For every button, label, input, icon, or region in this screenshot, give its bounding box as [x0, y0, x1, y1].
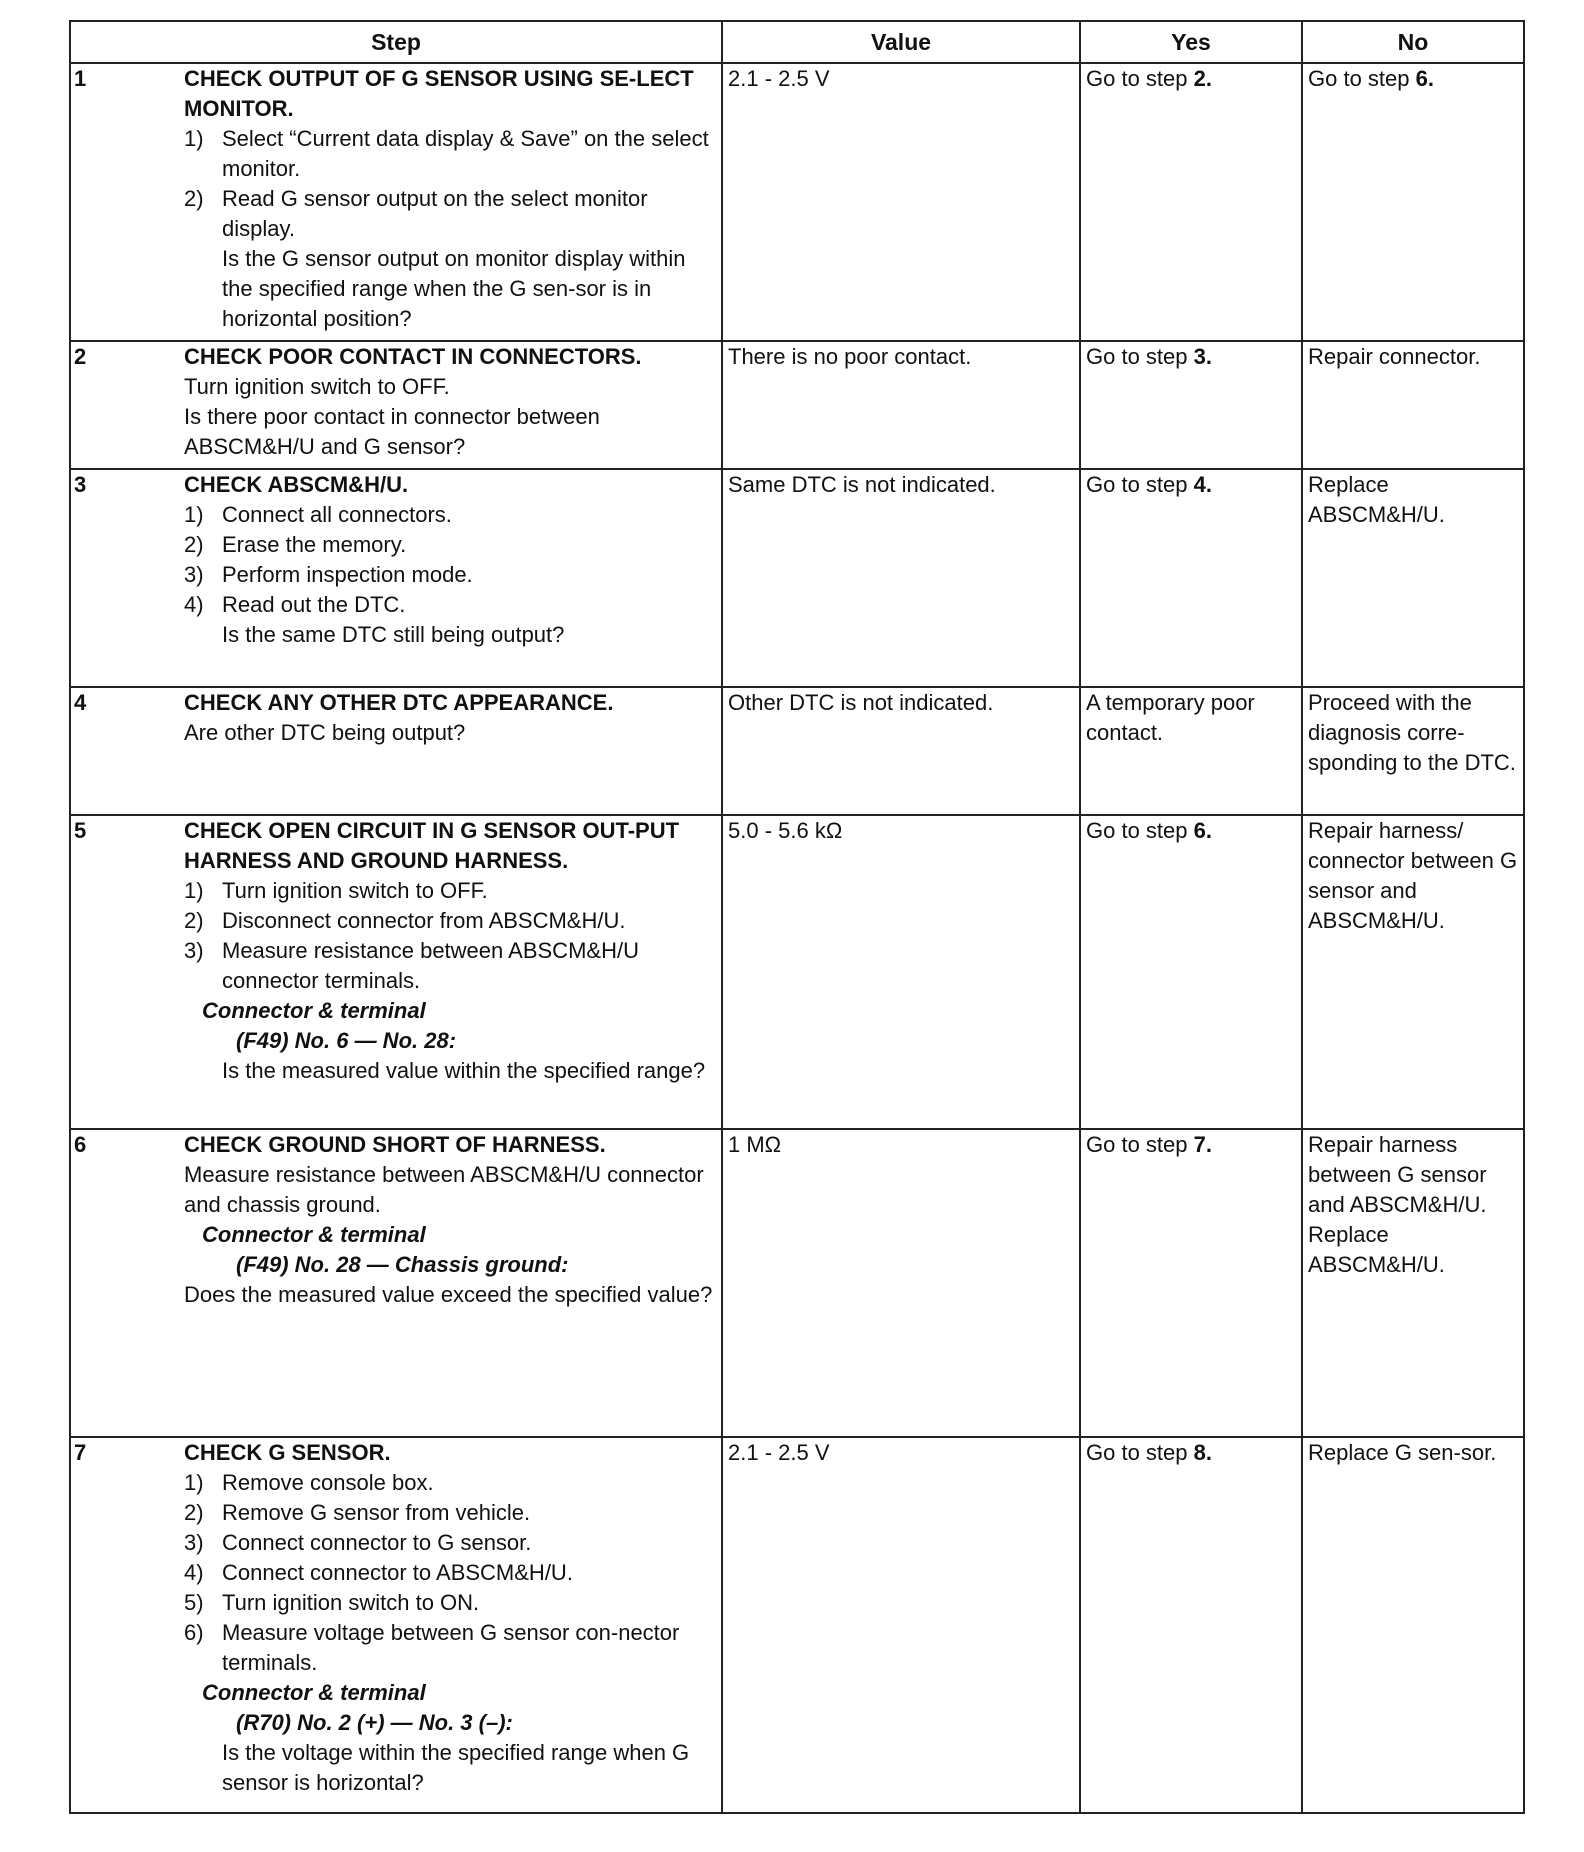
step-title: CHECK G SENSOR. — [184, 1440, 391, 1465]
item-index: 1) — [184, 126, 204, 151]
yes-step-ref: 4. — [1193, 472, 1212, 497]
step-question: Is the voltage within the specified range when G sensor is horizontal? — [222, 1740, 690, 1795]
step-cell — [70, 815, 722, 1129]
yes-cell — [1080, 469, 1302, 687]
step-cell — [70, 469, 722, 687]
value-cell: 2.1 - 2.5 V — [722, 1437, 1080, 1813]
connector-terminal: (R70) No. 2 (+) — No. 3 (–): — [236, 1710, 513, 1735]
step-title: CHECK ANY OTHER DTC APPEARANCE. — [184, 690, 614, 715]
connector-heading: Connector & terminal — [202, 1680, 426, 1705]
step-line: Turn ignition switch to OFF. — [184, 374, 450, 399]
step-number: 6 — [74, 1132, 87, 1157]
step-title: CHECK ABSCM&H/U. — [184, 472, 409, 497]
table-row — [70, 687, 1524, 815]
item-text: Turn ignition switch to ON. — [222, 1590, 480, 1615]
item-text: Connect all connectors. — [222, 502, 452, 527]
no-cell — [1302, 63, 1524, 341]
step-number: 1 — [74, 66, 87, 91]
table-row — [70, 815, 1524, 1129]
diagnostic-table — [69, 20, 1525, 1814]
item-text: Erase the memory. — [222, 532, 407, 557]
step-question: Are other DTC being output? — [184, 720, 466, 745]
item-index: 2) — [184, 1500, 204, 1525]
no-cell: Replace G sen-sor. — [1302, 1437, 1524, 1813]
table-row — [70, 341, 1524, 469]
item-index: 3) — [184, 938, 204, 963]
yes-text: Go to step — [1086, 818, 1194, 843]
item-text: Remove console box. — [222, 1470, 434, 1495]
step-question: Is the same DTC still being output? — [222, 622, 565, 647]
item-text: Select “Current data display & Save” on the select monitor. — [222, 126, 709, 181]
connector-heading: Connector & terminal — [202, 1222, 426, 1247]
item-text: Connect connector to ABSCM&H/U. — [222, 1560, 573, 1585]
yes-cell — [1080, 63, 1302, 341]
item-index: 1) — [184, 1470, 204, 1495]
step-title: CHECK OPEN CIRCUIT IN G SENSOR OUT-PUT HARNESS AND GROUND HARNESS. — [184, 818, 680, 873]
item-text: Perform inspection mode. — [222, 562, 473, 587]
connector-terminal: (F49) No. 6 — No. 28: — [236, 1028, 457, 1053]
step-number: 7 — [74, 1440, 87, 1465]
value-cell: Other DTC is not indicated. — [722, 687, 1080, 815]
item-text: Measure resistance between ABSCM&H/U connector terminals. — [222, 938, 639, 993]
step-number: 3 — [74, 472, 87, 497]
item-index: 5) — [184, 1590, 204, 1615]
no-cell: Repair connector. — [1302, 341, 1524, 469]
item-text: Connect connector to G sensor. — [222, 1530, 532, 1555]
table-row — [70, 1129, 1524, 1437]
header-row — [70, 21, 1524, 63]
yes-step-ref: 2. — [1193, 66, 1212, 91]
yes-text: Go to step — [1086, 66, 1194, 91]
step-cell — [70, 1437, 722, 1813]
yes-text: Go to step — [1086, 1440, 1194, 1465]
step-line: Measure resistance between ABSCM&H/U connector and chassis ground. — [184, 1162, 704, 1217]
item-index: 3) — [184, 1530, 204, 1555]
yes-text: Go to step — [1086, 472, 1194, 497]
header-step: Step — [70, 21, 722, 63]
step-cell — [70, 341, 722, 469]
yes-text: Go to step — [1086, 1132, 1194, 1157]
value-cell: 2.1 - 2.5 V — [722, 63, 1080, 341]
yes-cell — [1080, 815, 1302, 1129]
no-cell: Proceed with the diagnosis corre-sponding to the DTC. — [1302, 687, 1524, 815]
no-cell: Replace ABSCM&H/U. — [1302, 469, 1524, 687]
yes-cell: A temporary poor contact. — [1080, 687, 1302, 815]
header-value: Value — [722, 21, 1080, 63]
step-cell — [70, 63, 722, 341]
no-step-ref: 6. — [1415, 66, 1434, 91]
item-text: Turn ignition switch to OFF. — [222, 878, 488, 903]
yes-cell — [1080, 1129, 1302, 1437]
item-text: Measure voltage between G sensor con-nector terminals. — [222, 1620, 680, 1675]
item-index: 1) — [184, 502, 204, 527]
step-title: CHECK OUTPUT OF G SENSOR USING SE-LECT MONITOR. — [184, 66, 694, 121]
step-cell — [70, 687, 722, 815]
no-cell: Repair harness between G sensor and ABSCM&H/U. Replace ABSCM&H/U. — [1302, 1129, 1524, 1437]
step-number: 5 — [74, 818, 87, 843]
value-cell: There is no poor contact. — [722, 341, 1080, 469]
item-index: 4) — [184, 1560, 204, 1585]
step-question: Is the measured value within the specified range? — [222, 1058, 706, 1083]
step-question: Does the measured value exceed the specified value? — [184, 1282, 713, 1307]
step-question: Is there poor contact in connector between ABSCM&H/U and G sensor? — [184, 404, 600, 459]
yes-cell — [1080, 1437, 1302, 1813]
step-number: 2 — [74, 344, 87, 369]
yes-step-ref: 7. — [1193, 1132, 1212, 1157]
yes-text: Go to step — [1086, 344, 1194, 369]
item-index: 1) — [184, 878, 204, 903]
item-index: 3) — [184, 562, 204, 587]
item-text: Disconnect connector from ABSCM&H/U. — [222, 908, 626, 933]
yes-step-ref: 8. — [1193, 1440, 1212, 1465]
step-title: CHECK GROUND SHORT OF HARNESS. — [184, 1132, 606, 1157]
value-cell: Same DTC is not indicated. — [722, 469, 1080, 687]
no-cell: Repair harness/ connector between G sensor and ABSCM&H/U. — [1302, 815, 1524, 1129]
step-title: CHECK POOR CONTACT IN CONNECTORS. — [184, 344, 642, 369]
table-row — [70, 63, 1524, 341]
yes-cell — [1080, 341, 1302, 469]
item-index: 2) — [184, 908, 204, 933]
item-text: Read out the DTC. — [222, 592, 406, 617]
header-no: No — [1302, 21, 1524, 63]
value-cell: 5.0 - 5.6 kΩ — [722, 815, 1080, 1129]
step-question: Is the G sensor output on monitor display within the specified range when the G sen-sor is in horizontal position? — [222, 246, 686, 331]
item-text: Read G sensor output on the select monitor display. — [222, 186, 648, 241]
item-index: 4) — [184, 592, 204, 617]
step-cell — [70, 1129, 722, 1437]
no-text: Go to step — [1308, 66, 1416, 91]
connector-heading: Connector & terminal — [202, 998, 426, 1023]
item-index: 2) — [184, 532, 204, 557]
yes-step-ref: 6. — [1193, 818, 1212, 843]
item-index: 2) — [184, 186, 204, 211]
table-row — [70, 469, 1524, 687]
value-cell: 1 MΩ — [722, 1129, 1080, 1437]
table-row — [70, 1437, 1524, 1813]
item-index: 6) — [184, 1620, 204, 1645]
yes-step-ref: 3. — [1193, 344, 1212, 369]
item-text: Remove G sensor from vehicle. — [222, 1500, 531, 1525]
header-yes: Yes — [1080, 21, 1302, 63]
step-number: 4 — [74, 690, 87, 715]
connector-terminal: (F49) No. 28 — Chassis ground: — [236, 1252, 569, 1277]
